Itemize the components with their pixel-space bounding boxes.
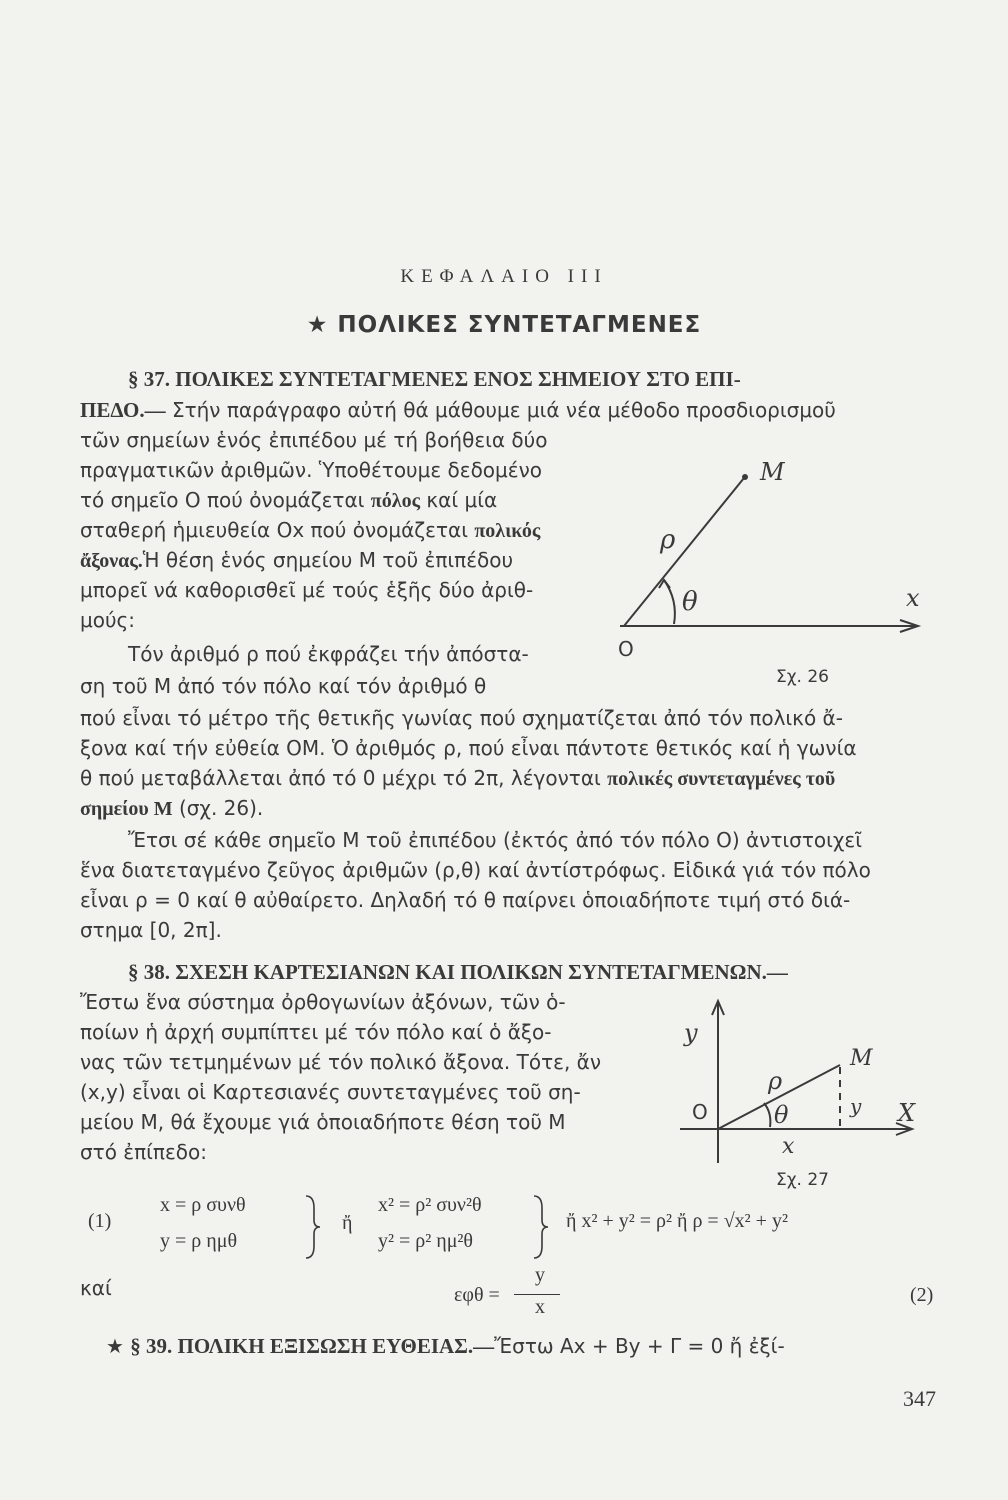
chapter-label: ΚΕΦΑΛΑΙΟ III — [400, 266, 608, 287]
label-x: x — [906, 584, 920, 612]
s38-heading: § 38. ΣΧΕΣΗ ΚΑΡΤΕΣΙΑΝΩΝ ΚΑΙ ΠΟΛΙΚΩΝ ΣΥΝΤΕΤΑΓΜΕΝΩΝ.— — [128, 960, 788, 984]
label-rho-27: ρ — [768, 1067, 783, 1095]
eq-y-polar: y = ρ ημθ — [160, 1230, 238, 1252]
eq-result: ἤ x² + y² = ρ² ἤ ρ = √x² + y² — [566, 1210, 788, 1232]
point-m-dot — [742, 474, 748, 480]
angle-arc-27 — [764, 1103, 770, 1127]
term-point-m: σημείου Μ — [80, 798, 173, 820]
eq-y-squared: y² = ρ² ημ²θ — [378, 1230, 474, 1252]
label-o: O — [618, 637, 634, 661]
s39-heading: § 39. ΠΟΛΙΚΗ ΕΞΙΣΩΣΗ ΕΥΘΕΙΑΣ.— — [130, 1334, 495, 1358]
s37-text-4a: τό σημεῖο Ο πού ὀνομάζεται — [80, 488, 365, 512]
eq-number-1: (1) — [88, 1210, 112, 1232]
s38-line-2: ποίων ἡ ἀρχή συμπίπτει μέ τόν πόλο καί ὁ ἄξο- — [80, 1020, 552, 1044]
s37-line-12: ξονα καί τήν εὐθεία ΟΜ. Ὁ ἀριθμός ρ, πού εἶναι πάντοτε θετικός καί ἡ γωνία — [80, 736, 857, 760]
s37-line-13 — [80, 764, 835, 793]
eq-x-squared: x² = ρ² συν²θ — [378, 1194, 482, 1216]
label-theta: θ — [682, 587, 698, 617]
eq-tan: εφθ = — [454, 1284, 500, 1306]
s38-line-6: στό ἐπίπεδο: — [80, 1140, 207, 1164]
s37-heading: § 37. ΠΟΛΙΚΕΣ ΣΥΝΤΕΤΑΓΜΕΝΕΣ ΕΝΟΣ ΣΗΜΕΙΟΥ ΣΤΟ ΕΠΙ- — [128, 367, 741, 391]
term-polar-coords: πολικές συντεταγμένες τοῦ — [607, 768, 836, 790]
s38-line-1: Ἔστω ἕνα σύστημα ὀρθογωνίων ἀξόνων, τῶν ὁ- — [80, 990, 566, 1014]
label-theta-27: θ — [774, 1101, 789, 1129]
s37-line-14 — [80, 794, 263, 823]
brace-2 — [530, 1194, 550, 1260]
label-x-segment: x — [782, 1134, 795, 1159]
s37-text-6b: Ἡ θέση ἑνός σημείου Μ τοῦ ἐπιπέδου — [142, 548, 514, 572]
eq-number-2: (2) — [910, 1284, 934, 1306]
s37-text-1: Στήν παράγραφο αὐτή θά μάθουμε μιά νέα μέθοδο προσδιορισμοῦ — [171, 398, 836, 422]
star-mark: ★ — [306, 312, 329, 338]
s37-line-6 — [80, 546, 513, 575]
label-y-segment: y — [850, 1094, 862, 1118]
chapter-title — [0, 312, 1008, 338]
term-pole: πόλος — [370, 490, 421, 512]
s37-line-9: Τόν ἀριθμό ρ πού ἐκφράζει τήν ἀπόστα- — [128, 642, 529, 666]
figure-26 — [610, 450, 940, 680]
s37-line-4 — [80, 486, 497, 515]
s37-line-16: ἕνα διατεταγμένο ζεῦγος ἀριθμῶν (ρ,θ) καί ἀντίστρόφως. Εἰδικά γιά τόν πόλο — [80, 858, 871, 882]
chapter-title-text: ΠΟΛΙΚΕΣ ΣΥΝΤΕΤΑΓΜΕΝΕΣ — [337, 312, 702, 338]
s37-heading-end: ΠΕΔΟ.— — [80, 398, 166, 422]
s38-line-4: (x,y) εἶναι οἱ Καρτεσιανές συντεταγμένες τοῦ ση- — [80, 1080, 581, 1104]
s37-line-5 — [80, 516, 540, 545]
s37-line-15: Ἔτσι σέ κάθε σημεῖο Μ τοῦ ἐπιπέδου (ἐκτός ἀπό τόν πόλο Ο) ἀντιστοιχεῖ — [128, 828, 862, 852]
term-polar-axis: πολικός — [474, 520, 541, 542]
term-axis: ἄξονας. — [80, 550, 143, 572]
s37-line-11: πού εἶναι τό μέτρο τῆς θετικῆς γωνίας πού σχηματίζεται ἀπό τόν πολικό ἄ- — [80, 706, 843, 730]
figure-27 — [670, 995, 940, 1170]
eq-x-polar: x = ρ συνθ — [160, 1194, 246, 1216]
star-mark-39: ★ — [106, 1334, 124, 1358]
s37-text-14b: (σχ. 26). — [178, 796, 264, 820]
s38-line-3: νας τῶν τετμημένων μέ τόν πολικό ἄξονα. Τότε, ἄν — [80, 1050, 602, 1074]
s37-line-10: ση τοῦ Μ ἀπό τόν πόλο καί τόν ἀριθμό θ — [80, 674, 487, 698]
label-m: Μ — [760, 458, 785, 486]
s38-line-5: μείου Μ, θά ἔχουμε γιά ὁποιαδήποτε θέση τοῦ Μ — [80, 1110, 566, 1134]
brace-1 — [302, 1194, 322, 1260]
label-o-27: O — [692, 1100, 708, 1124]
eq-fraction-den: x — [535, 1296, 545, 1318]
s37-line-2: τῶν σημείων ἑνός ἐπιπέδου μέ τή βοήθεια δύο — [80, 428, 548, 452]
eq-fraction-bar — [514, 1294, 560, 1295]
eq-and: καί — [80, 1276, 112, 1300]
s37-text-13a: θ πού μεταβάλλεται ἀπό τό 0 μέχρι τό 2π, λέγονται — [80, 766, 601, 790]
s37-line-1 — [80, 396, 836, 424]
s37-line-17: εἶναι ρ = 0 καί θ αὐθαίρετο. Δηλαδή τό θ παίρνει ὁποιαδήποτε τιμή στό διά- — [80, 888, 851, 912]
figure-26-caption: Σχ. 26 — [776, 667, 830, 687]
label-m-27: Μ — [850, 1046, 873, 1071]
label-x-axis: X — [898, 1099, 916, 1127]
label-rho: ρ — [660, 525, 676, 555]
s39-text: Ἔστω Ax + By + Γ = 0 ἤ ἐξί- — [494, 1334, 785, 1358]
figure-27-caption: Σχ. 27 — [776, 1170, 830, 1190]
s39-line — [106, 1332, 785, 1360]
eq-or-1: ἤ — [342, 1212, 353, 1234]
s37-line-18: στημα [0, 2π]. — [80, 918, 222, 942]
s37-text-5a: σταθερή ἡμιευθεία Οx πού ὀνομάζεται — [80, 518, 468, 542]
page-number: 347 — [903, 1386, 936, 1411]
s37-line-8: μούς: — [80, 608, 136, 632]
s37-text-4c: καί μία — [426, 488, 498, 512]
label-y-axis: y — [684, 1019, 698, 1047]
eq-fraction-num: y — [535, 1264, 545, 1286]
s37-line-3: πραγματικῶν ἀριθμῶν. Ὑποθέτουμε δεδομένο — [80, 458, 542, 482]
s37-line-7: μπορεῖ νά καθορισθεῖ μέ τούς ἑξῆς δύο ἀριθ- — [80, 578, 534, 602]
